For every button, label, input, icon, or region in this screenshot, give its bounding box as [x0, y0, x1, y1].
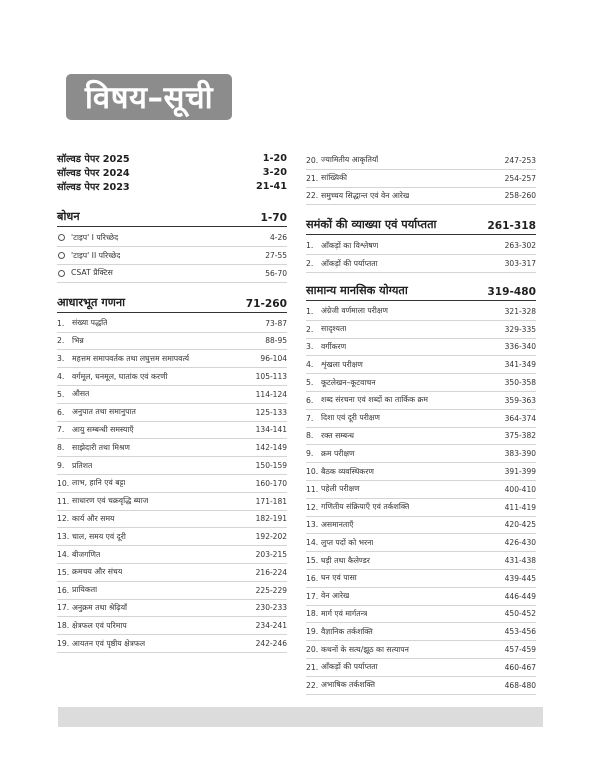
toc-entry-pages: 411-419 — [504, 502, 536, 512]
solved-paper-pages: 21-41 — [256, 180, 287, 192]
toc-entry[interactable] — [306, 552, 536, 570]
toc-entry[interactable] — [306, 445, 536, 463]
toc-entry-number: 17. — [306, 591, 319, 601]
toc-entry-title — [57, 354, 189, 364]
toc-entry-label: पहेली परीक्षण — [321, 484, 360, 494]
toc-entry-pages: 426-430 — [504, 538, 536, 548]
toc-entry-number: 17. — [57, 603, 70, 613]
toc-entry[interactable] — [57, 350, 287, 368]
toc-entry-label: संख्या पद्धति — [72, 318, 108, 328]
toc-entry-number: 12. — [57, 514, 70, 524]
section-heading[interactable] — [306, 217, 536, 235]
toc-entry-number: 7. — [306, 413, 314, 423]
toc-entry-number: 18. — [306, 609, 319, 619]
toc-entry-title — [306, 680, 375, 690]
toc-entry[interactable] — [57, 528, 287, 546]
toc-entry[interactable] — [306, 374, 536, 392]
toc-entry[interactable] — [306, 321, 536, 339]
toc-entry-title — [57, 389, 89, 399]
toc-entry-number: 4. — [306, 360, 314, 370]
toc-entry-label: क्रम परीक्षण — [321, 448, 355, 458]
section-heading-range: 319-480 — [487, 285, 536, 298]
toc-entry-number: 8. — [57, 443, 65, 453]
section-bodhan — [57, 209, 287, 282]
toc-entry-pages: 225-229 — [255, 585, 287, 595]
section-samanya — [306, 283, 536, 695]
toc-entry-title — [306, 502, 409, 512]
toc-entry-title — [306, 324, 346, 334]
toc-entry-number: 10. — [306, 467, 319, 477]
section-heading-label: सामान्य मानसिक योग्यता — [306, 283, 408, 297]
toc-entry-title — [306, 173, 347, 183]
samanko-list — [306, 237, 536, 273]
toc-entry-label: सादृश्यता — [321, 324, 347, 334]
toc-entry-pages: 27-55 — [265, 251, 287, 261]
toc-entry-title — [57, 550, 100, 560]
toc-entry-pages: 234-241 — [255, 621, 287, 631]
bullet-circle-icon — [58, 252, 65, 259]
toc-entry-title — [306, 413, 380, 423]
toc-entry-number: 2. — [306, 259, 314, 269]
toc-entry-label: अंग्रेजी वर्णमाला परीक्षण — [321, 306, 388, 316]
toc-entry-pages: 182-191 — [255, 514, 287, 524]
toc-entry-title — [57, 336, 84, 346]
toc-entry-label: कार्य और समय — [72, 513, 115, 523]
toc-entry-number: 15. — [306, 556, 319, 566]
toc-entry-label: साझेदारी तथा मिश्रण — [72, 442, 130, 452]
toc-entry-label: बैठक व्यवस्थिकरण — [321, 466, 374, 476]
toc-entry-title — [57, 318, 107, 328]
toc-entry-pages: 160-170 — [255, 478, 287, 488]
toc-entry-label: शब्द संरचना एवं शब्दों का तार्किक क्रम — [321, 395, 428, 405]
toc-entry-pages: 254-257 — [504, 173, 536, 183]
toc-entry-number: 6. — [57, 407, 65, 417]
toc-entry-pages: 341-349 — [504, 360, 536, 370]
toc-entry-label: अनुपात तथा समानुपात — [72, 407, 136, 417]
toc-entry-pages: 125-133 — [255, 407, 287, 417]
toc-entry-number: 3. — [306, 342, 314, 352]
toc-entry-number: 13. — [57, 532, 70, 542]
toc-entry-title — [57, 461, 92, 471]
toc-entry-number: 20. — [306, 155, 319, 165]
toc-entry-title — [306, 306, 388, 316]
toc-entry[interactable] — [306, 623, 536, 641]
toc-entry-number: 18. — [57, 621, 70, 631]
toc-entry-pages: 420-425 — [504, 520, 536, 530]
toc-entry-pages: 142-149 — [255, 443, 287, 453]
toc-entry-title — [306, 342, 346, 352]
toc-entry-pages: 364-374 — [504, 413, 536, 423]
toc-entry-label: आँकड़ों का विश्लेषण — [321, 240, 379, 250]
toc-entry-title — [306, 609, 367, 619]
toc-entry[interactable] — [306, 152, 536, 170]
toc-entry-title — [306, 259, 378, 269]
toc-entry-number: 14. — [306, 538, 319, 548]
toc-entry-pages: 263-302 — [504, 241, 536, 251]
toc-entry-pages: 171-181 — [255, 496, 287, 506]
toc-entry-title — [306, 467, 374, 477]
solved-paper-entry[interactable] — [57, 152, 287, 166]
toc-entry-label: गणितीय संक्रियाएँ एवं तर्कशक्ति — [321, 502, 410, 512]
toc-entry-title — [57, 251, 120, 261]
toc-entry-label: CSAT प्रैक्टिस — [71, 268, 113, 278]
toc-entry-pages: 258-260 — [504, 191, 536, 201]
toc-entry-number: 10. — [57, 478, 70, 488]
toc-entry[interactable] — [57, 564, 287, 582]
toc-entry-number: 5. — [57, 389, 65, 399]
section-heading-range: 1-70 — [260, 212, 287, 225]
toc-entry-label: अभाषिक तर्कशक्ति — [321, 680, 376, 690]
toc-entry-pages: 203-215 — [255, 550, 287, 560]
toc-entry-pages: 216-224 — [255, 567, 287, 577]
toc-entry-label: बीजगणित — [72, 549, 101, 559]
toc-entry[interactable] — [57, 600, 287, 618]
toc-entry-title — [57, 233, 118, 243]
toc-entry[interactable] — [57, 493, 287, 511]
toc-entry-pages: 457-459 — [504, 645, 536, 655]
toc-entry-label: प्रायिकता — [72, 585, 98, 595]
toc-entry[interactable] — [306, 392, 536, 410]
toc-entry-label: मार्ग एवं मार्गतन्त्र — [321, 608, 368, 618]
toc-entry-title — [57, 585, 97, 595]
toc-entry-number: 6. — [306, 395, 314, 405]
toc-entry-label: ज्यामितीय आकृतियाँ — [321, 155, 379, 165]
toc-entry[interactable] — [57, 229, 287, 247]
toc-entry-number: 4. — [57, 372, 65, 382]
toc-entry-title — [57, 372, 168, 382]
toc-entry-label: कथनों के सत्य/झूठ का सत्यापन — [321, 644, 409, 654]
toc-entry[interactable] — [306, 188, 536, 206]
toc-entry-label: घड़ी तथा कैलेण्डर — [321, 555, 370, 565]
toc-entry-title — [57, 425, 134, 435]
toc-entry[interactable] — [57, 635, 287, 653]
toc-entry-pages: 336-340 — [504, 342, 536, 352]
toc-left-column — [57, 152, 287, 653]
toc-entry-title — [57, 639, 145, 649]
toc-entry-title — [306, 573, 357, 583]
toc-entry-pages: 134-141 — [255, 425, 287, 435]
toc-entry-pages: 391-399 — [504, 467, 536, 477]
toc-right-column — [306, 152, 536, 695]
footer-bar — [58, 707, 543, 727]
toc-entry-number: 16. — [57, 585, 70, 595]
toc-entry-label: लाभ, हानि एवं बट्टा — [72, 478, 126, 488]
toc-entry-title — [306, 484, 360, 494]
aadharbhoot-list — [57, 315, 287, 653]
toc-entry-title — [306, 155, 378, 165]
solved-paper-label: सॉल्वड पेपर 2023 — [57, 181, 130, 193]
toc-entry-label: 'टाइप' I परिच्छेद — [71, 232, 119, 242]
toc-entry[interactable] — [57, 546, 287, 564]
toc-entry-number: 1. — [57, 318, 65, 328]
toc-entry-number: 7. — [57, 425, 65, 435]
toc-entry-number: 9. — [57, 461, 65, 471]
toc-entry[interactable] — [306, 356, 536, 374]
toc-entry-label: प्रतिशत — [72, 460, 93, 470]
section-heading-range: 71-260 — [245, 297, 287, 310]
toc-entry-title — [306, 591, 349, 601]
toc-entry-title — [306, 556, 370, 566]
toc-entry[interactable] — [306, 463, 536, 481]
solved-paper-pages: 3-20 — [262, 167, 287, 179]
section-heading[interactable] — [306, 283, 536, 301]
toc-entry-pages: 73-87 — [265, 318, 287, 328]
toc-entry-number: 20. — [306, 645, 319, 655]
toc-entry-number: 19. — [57, 639, 70, 649]
toc-entry[interactable] — [306, 499, 536, 517]
toc-entry-pages: 468-480 — [504, 680, 536, 690]
toc-entry-title — [306, 520, 354, 530]
toc-entry-label: असमानताएँ — [321, 519, 354, 529]
toc-entry[interactable] — [57, 439, 287, 457]
toc-entry-label: अनुक्रम तथा श्रेढ़ियाँ — [72, 602, 128, 612]
toc-entry[interactable] — [57, 404, 287, 422]
toc-entry[interactable] — [306, 588, 536, 606]
toc-entry-label: रक्त सम्बन्ध — [321, 430, 355, 440]
toc-entry-title — [57, 532, 126, 542]
toc-entry-title — [57, 514, 115, 524]
toc-entry-label: कूटलेखन–कूटवाचन — [321, 377, 376, 387]
toc-entry-pages: 303-317 — [504, 259, 536, 269]
toc-entry-title — [57, 621, 127, 631]
toc-entry-pages: 4-26 — [269, 233, 287, 243]
toc-entry-title — [306, 627, 373, 637]
toc-entry[interactable] — [306, 303, 536, 321]
toc-entry-pages: 192-202 — [255, 532, 287, 542]
toc-entry[interactable] — [57, 511, 287, 529]
toc-entry-title — [57, 496, 148, 506]
toc-entry-pages: 359-363 — [504, 395, 536, 405]
toc-entry[interactable] — [306, 255, 536, 273]
toc-entry[interactable] — [306, 677, 536, 695]
toc-entry[interactable] — [306, 170, 536, 188]
section-heading[interactable] — [57, 209, 287, 227]
toc-entry[interactable] — [306, 606, 536, 624]
toc-entry-pages: 56-70 — [265, 268, 287, 278]
bodhan-list — [57, 229, 287, 282]
toc-entry-number: 1. — [306, 241, 314, 251]
toc-entry[interactable] — [306, 659, 536, 677]
aadharbhoot-continued-list — [306, 152, 536, 205]
toc-entry-pages: 321-328 — [504, 306, 536, 316]
toc-entry-pages: 96-104 — [260, 354, 287, 364]
toc-entry[interactable] — [306, 570, 536, 588]
toc-entry-pages: 230-233 — [255, 603, 287, 613]
toc-entry-title — [306, 449, 355, 459]
toc-entry-number: 11. — [57, 496, 70, 506]
toc-entry-label: क्षेत्रफल एवं परिमाप — [72, 620, 127, 630]
solved-paper-entry[interactable] — [57, 166, 287, 180]
toc-entry-number: 22. — [306, 191, 319, 201]
toc-entry-pages: 247-253 — [504, 155, 536, 165]
toc-entry-number: 8. — [306, 431, 314, 441]
toc-entry[interactable] — [306, 410, 536, 428]
toc-entry[interactable] — [306, 339, 536, 357]
bullet-circle-icon — [58, 270, 65, 277]
section-samanko — [306, 217, 536, 273]
toc-entry[interactable] — [306, 641, 536, 659]
toc-entry-label: आयतन एवं पृष्ठीय क्षेत्रफल — [72, 638, 146, 648]
section-heading-label: समंकों की व्याख्या एवं पर्याप्तता — [306, 218, 437, 232]
toc-entry-number: 21. — [306, 173, 319, 183]
toc-entry-title — [57, 407, 136, 417]
toc-entry-title — [57, 567, 122, 577]
solved-paper-label: सॉल्वड पेपर 2024 — [57, 168, 130, 180]
toc-entry-title — [57, 268, 113, 278]
toc-entry[interactable] — [306, 237, 536, 255]
toc-entry-pages: 329-335 — [504, 324, 536, 334]
toc-entry-label: वेन आरेख — [321, 591, 350, 601]
toc-entry-pages: 150-159 — [255, 461, 287, 471]
toc-entry-label: आँकड़ों की पर्याप्तता — [321, 662, 378, 672]
toc-entry-label: आयु सम्बन्धी समस्याएँ — [72, 424, 134, 434]
toc-entry-number: 14. — [57, 550, 70, 560]
toc-entry-pages: 439-445 — [504, 573, 536, 583]
toc-entry[interactable] — [306, 428, 536, 446]
toc-entry-number: 16. — [306, 573, 319, 583]
toc-entry-label: महत्तम समापवर्तक तथा लघुत्तम समापवर्त्य — [72, 353, 190, 363]
toc-entry-number: 19. — [306, 627, 319, 637]
toc-entry-pages: 383-390 — [504, 449, 536, 459]
toc-entry-label: वर्गमूल, घनमूल, घातांक एवं करणी — [72, 371, 168, 381]
toc-entry[interactable] — [57, 368, 287, 386]
toc-entry-title — [306, 191, 409, 201]
toc-entry-title — [57, 603, 127, 613]
toc-entry-pages: 105-113 — [255, 372, 287, 382]
toc-entry-number: 12. — [306, 502, 319, 512]
solved-paper-pages: 1-20 — [262, 153, 287, 165]
toc-entry-number: 15. — [57, 567, 70, 577]
toc-entry-label: 'टाइप' II परिच्छेद — [71, 250, 121, 260]
toc-entry-number: 5. — [306, 378, 314, 388]
toc-entry-number: 2. — [306, 324, 314, 334]
toc-entry-title — [306, 241, 378, 251]
toc-entry-pages: 446-449 — [504, 591, 536, 601]
toc-entry-title — [306, 360, 363, 370]
toc-entry-label: भिन्न — [72, 335, 84, 345]
toc-entry-title — [306, 662, 378, 672]
section-heading-label: बोधन — [57, 210, 80, 224]
toc-entry[interactable] — [57, 457, 287, 475]
toc-entry-number: 11. — [306, 484, 319, 494]
toc-entry[interactable] — [57, 386, 287, 404]
toc-entry-pages: 400-410 — [504, 484, 536, 494]
toc-entry-number: 21. — [306, 662, 319, 672]
toc-entry-pages: 88-95 — [265, 336, 287, 346]
toc-entry-label: क्रमचय और संचय — [72, 567, 123, 577]
toc-entry-number: 22. — [306, 680, 319, 690]
toc-entry-pages: 114-124 — [255, 389, 287, 399]
toc-entry-label: आँकड़ों की पर्याप्तता — [321, 258, 378, 268]
toc-entry-number: 13. — [306, 520, 319, 530]
toc-entry-title — [57, 443, 130, 453]
toc-entry-label: वैज्ञानिक तर्कशक्ति — [321, 626, 373, 636]
toc-entry-title — [306, 538, 373, 548]
solved-paper-entry[interactable] — [57, 180, 287, 194]
toc-entry-pages: 350-358 — [504, 378, 536, 388]
samanya-list — [306, 303, 536, 695]
toc-entry[interactable] — [57, 582, 287, 600]
toc-entry[interactable] — [57, 333, 287, 351]
toc-entry-label: घन एवं पासा — [321, 573, 357, 583]
solved-papers-list — [57, 152, 287, 193]
solved-paper-label: सॉल्वड पेपर 2025 — [57, 154, 130, 166]
toc-entry-title — [306, 645, 409, 655]
bullet-circle-icon — [58, 234, 65, 241]
toc-entry-number: 1. — [306, 306, 314, 316]
section-heading[interactable] — [57, 295, 287, 313]
toc-entry[interactable] — [57, 475, 287, 493]
toc-entry-pages: 242-246 — [255, 639, 287, 649]
toc-entry-number: 9. — [306, 449, 314, 459]
toc-entry[interactable] — [306, 534, 536, 552]
page-title: विषय–सूची — [66, 74, 232, 120]
toc-entry-number: 3. — [57, 354, 65, 364]
toc-entry-title — [57, 478, 125, 488]
toc-entry-pages: 450-452 — [504, 609, 536, 619]
toc-entry[interactable] — [57, 422, 287, 440]
toc-entry[interactable] — [57, 247, 287, 265]
toc-entry[interactable] — [57, 265, 287, 283]
toc-entry-label: वर्गीकरण — [321, 341, 347, 351]
section-heading-label: आधारभूत गणना — [57, 295, 126, 309]
toc-entry-pages: 460-467 — [504, 662, 536, 672]
toc-entry-label: शृंखला परीक्षण — [321, 359, 363, 369]
toc-entry-label: लुप्त पदों को भरना — [321, 537, 374, 547]
toc-entry-label: चाल, समय एवं दूरी — [72, 531, 126, 541]
section-aadharbhoot — [57, 295, 287, 653]
toc-entry-label: सांख्यिकी — [321, 173, 348, 183]
toc-entry[interactable] — [306, 517, 536, 535]
toc-entry-label: समुच्चय सिद्धान्त एवं वेन आरेख — [321, 190, 410, 200]
toc-entry-pages: 375-382 — [504, 431, 536, 441]
toc-entry[interactable] — [57, 617, 287, 635]
toc-entry-pages: 453-456 — [504, 627, 536, 637]
toc-entry[interactable] — [57, 315, 287, 333]
toc-entry-title — [306, 431, 354, 441]
toc-entry-label: औसत — [72, 389, 90, 399]
toc-entry[interactable] — [306, 481, 536, 499]
toc-entry-number: 2. — [57, 336, 65, 346]
toc-entry-label: साधारण एवं चक्रवृद्धि ब्याज — [72, 496, 149, 506]
toc-entry-title — [306, 378, 376, 388]
toc-entry-label: दिशा एवं दूरी परीक्षण — [321, 413, 380, 423]
section-heading-range: 261-318 — [487, 220, 536, 233]
toc-entry-title — [306, 395, 428, 405]
toc-entry-pages: 431-438 — [504, 556, 536, 566]
